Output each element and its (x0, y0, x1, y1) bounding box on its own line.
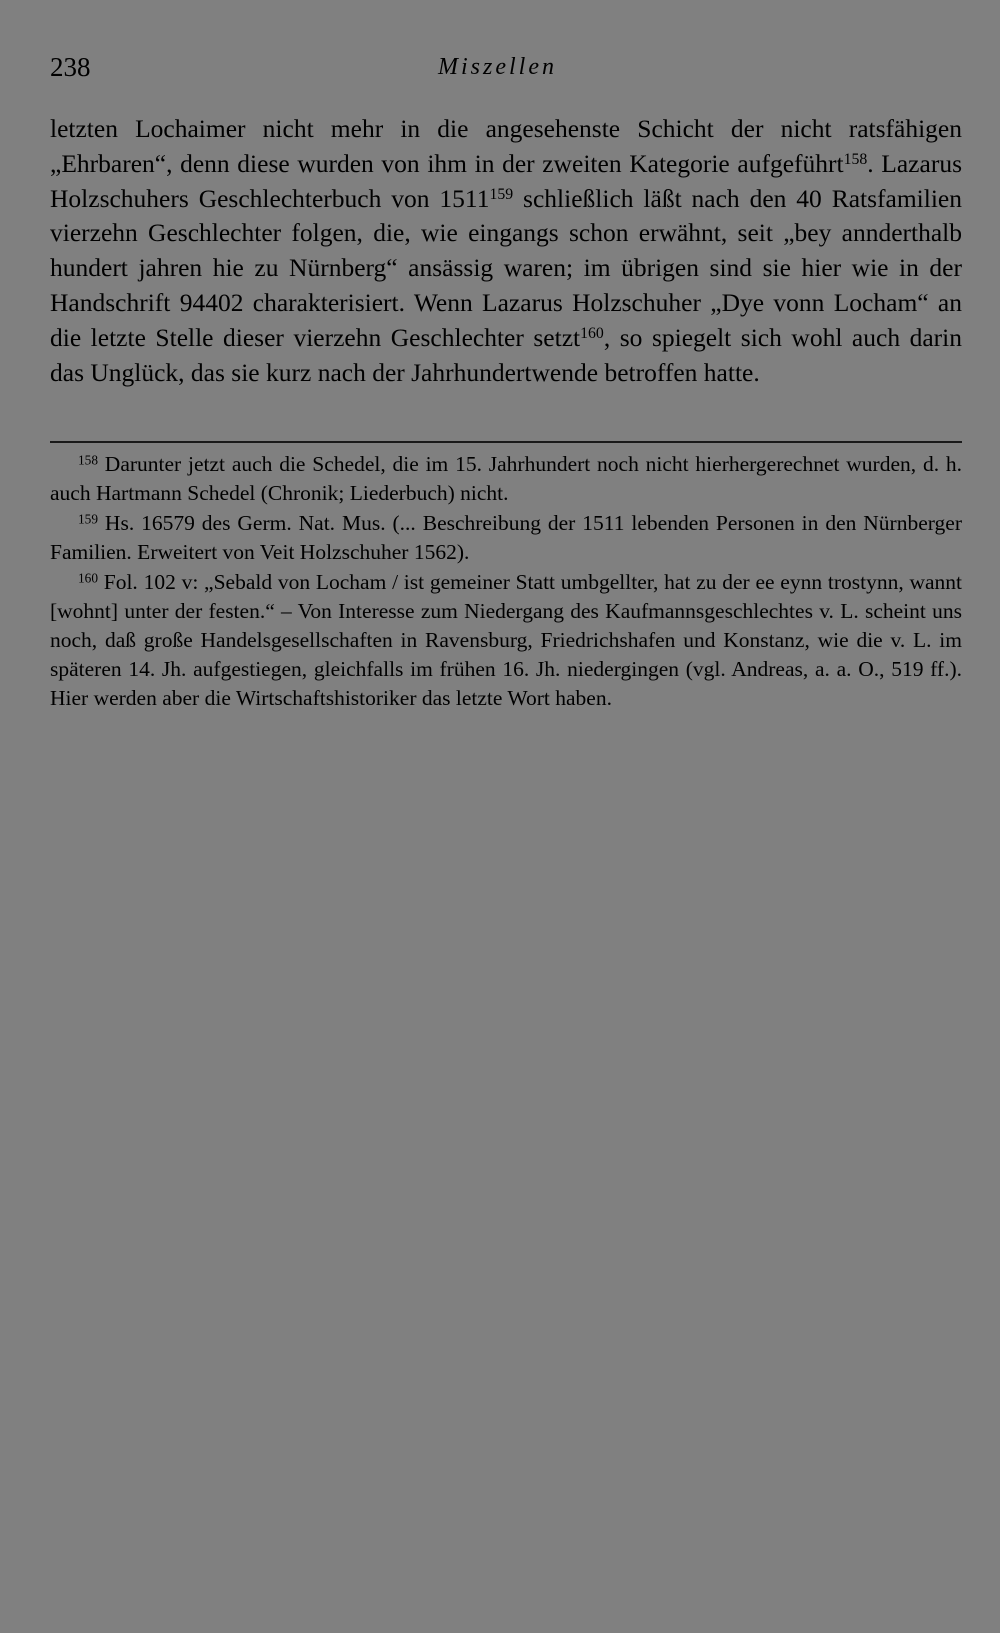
paragraph-text: letzten Lochaimer nicht mehr in die angesehenste Schicht der nicht ratsfähigen „Ehrbaren“, denn diese wurden von ihm in der zweiten Kategorie aufgeführt (50, 114, 962, 178)
footnote (50, 568, 962, 713)
footnote-divider (50, 441, 962, 443)
paragraph-text: . Lazarus Holzschuhers Geschlechterbuch von 1511 (50, 148, 962, 213)
footnote-reference: 160 (580, 324, 604, 342)
paragraph-text: , so spiegelt sich wohl auch darin das Unglück, das sie kurz nach der Jahrhundertwende betroffen hatte. (50, 322, 962, 387)
footnote-number: 158 (78, 452, 98, 468)
footnote-reference: 159 (489, 185, 514, 203)
footnote (50, 509, 962, 567)
footnotes-section (50, 450, 962, 714)
main-paragraph (50, 112, 962, 390)
footnote-text: Fol. 102 v: „Sebald von Locham / ist gemeiner Statt umbgellter, hat zu der ee eynn trostynn, wannt [wohnt] unter der festen.“ – Von Interesse zum Niedergang des Kaufmannsgeschlechtes v. L. scheint uns noch, daß große Handelsgesellschaften in Ravensburg, Friedrichshafen und Konstanz, wie die v. L. im späteren 14. Jh. aufgestiegen, gleichfalls im frühen 16. Jh. niedergingen (vgl. Andreas, a. a. O., 519 ff.). Hier werden aber die Wirtschaftshistoriker das letzte Wort haben. (50, 570, 962, 710)
page-number: 238 (50, 52, 91, 82)
footnote-number: 159 (78, 511, 98, 527)
paragraph-text: schließlich läßt nach den 40 Ratsfamilien vierzehn Geschlechter folgen, die, wie eingangs schon erwähnt, seit „bey annderthalb hundert jahren hie zu Nürnberg“ ansässig waren; im übrigen sind sie hier wie in der Handschrift 94402 charakterisiert. Wenn Lazarus Holzschuher „Dye vonn Locham“ an die letzte Stelle dieser vierzehn Geschlechter setzt (50, 183, 962, 352)
footnote-text: Hs. 16579 des Germ. Nat. Mus. (... Beschreibung der 1511 lebenden Personen in den Nürnberger Familien. Erweitert von Veit Holzschuher 1562). (50, 511, 962, 564)
footnote-text: Darunter jetzt auch die Schedel, die im 15. Jahrhundert noch nicht hierhergerechnet wurden, d. h. auch Hartmann Schedel (Chronik; Liederbuch) nicht. (50, 452, 962, 505)
running-title: Miszellen (438, 54, 557, 80)
page-header (50, 52, 962, 92)
footnote-number: 160 (78, 570, 98, 586)
footnote (50, 450, 962, 508)
footnote-reference: 158 (843, 150, 868, 168)
